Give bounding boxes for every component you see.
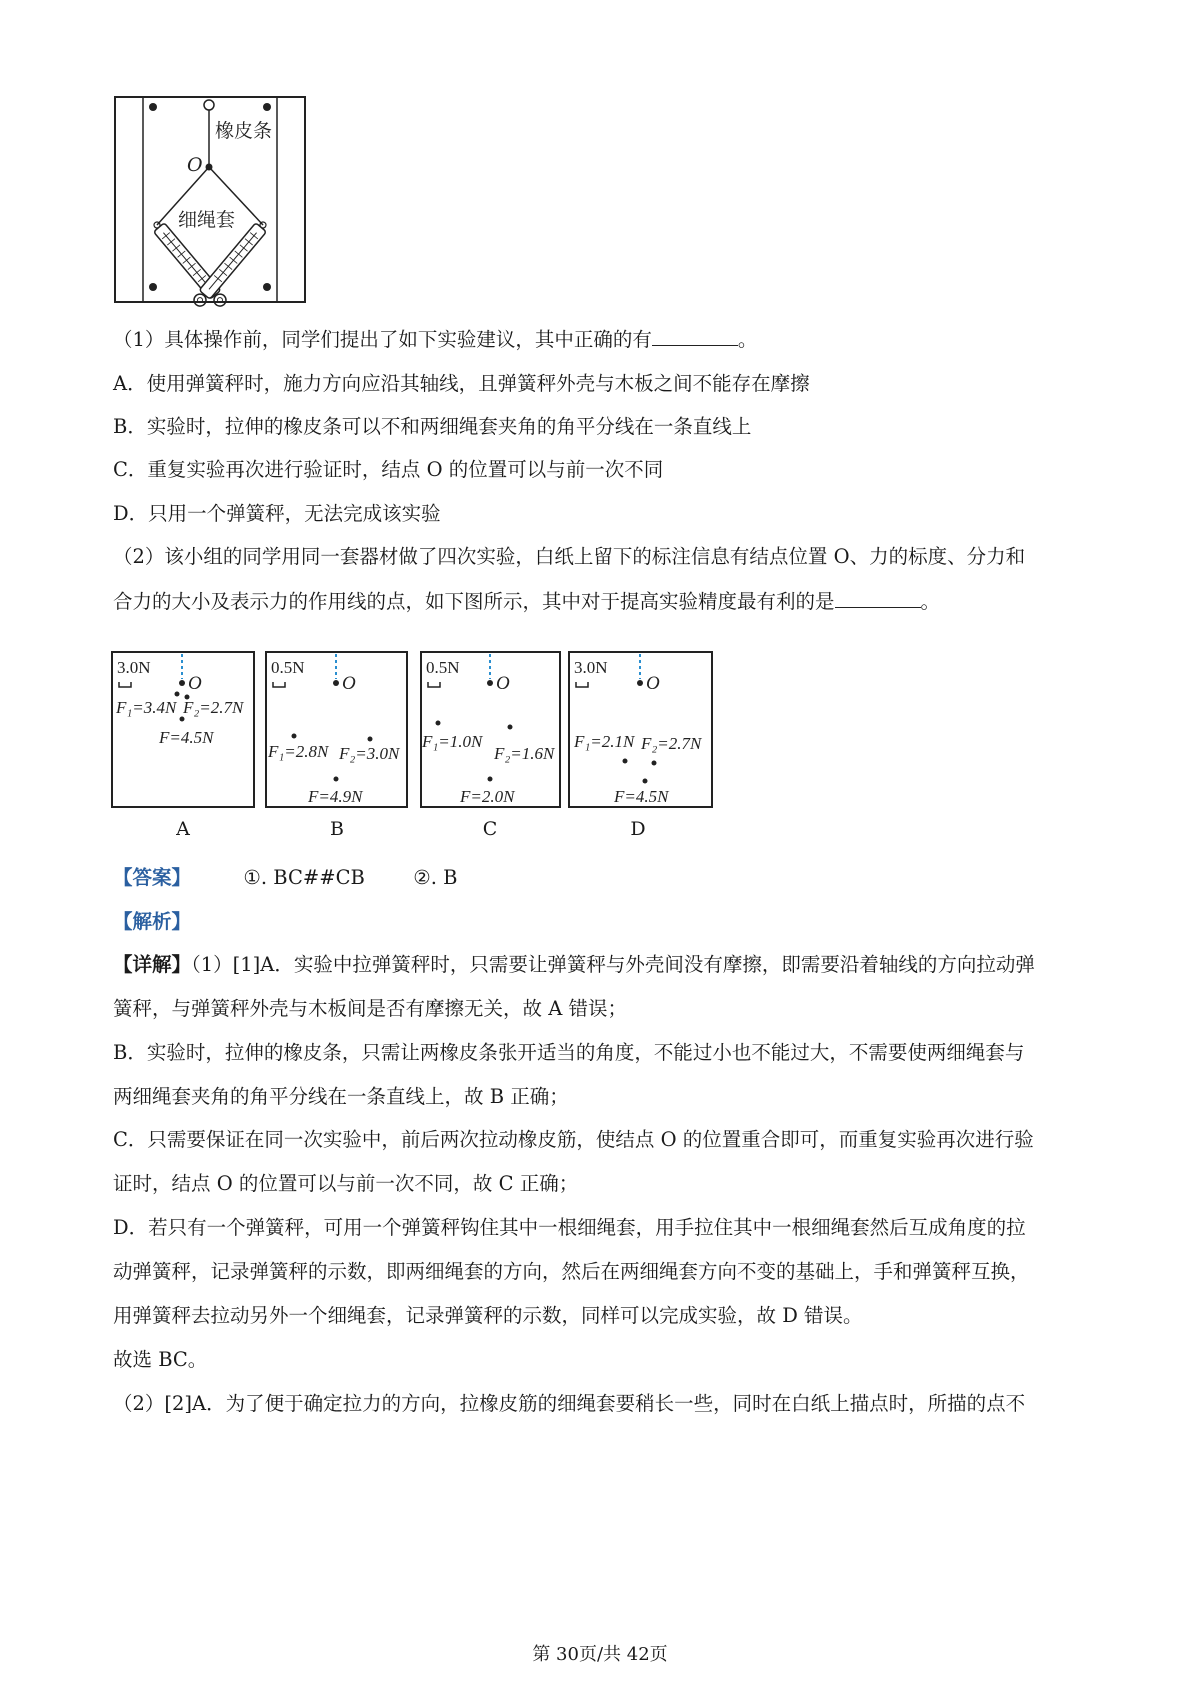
knot-o-label: O <box>496 673 510 694</box>
f2-label: F₂=1.6N <box>494 744 555 763</box>
panel-a-label: A <box>176 818 190 840</box>
f1-label: F₁=3.4N <box>116 698 177 717</box>
detail-line-3: B．实验时，拉伸的橡皮条，只需让两橡皮条张开适当的角度，不能过小也不能过大，不需要使两细绳套与 <box>113 1041 1025 1064</box>
f2-label: F₂=2.7N <box>183 698 244 717</box>
knot-o-label: O <box>188 673 202 694</box>
analysis-tag: 【解析】 <box>113 910 192 933</box>
answer-line <box>113 864 457 892</box>
f-label: F=2.0N <box>460 787 515 806</box>
f2-label: F₂=3.0N <box>339 744 400 763</box>
option-c: C．重复实验再次进行验证时，结点 O 的位置可以与前一次不同 <box>113 458 664 481</box>
f-label: F=4.5N <box>614 787 669 806</box>
f1-label: F₁=2.1N <box>574 732 635 751</box>
scale-label: 0.5N <box>271 658 305 677</box>
detail-tag: 【详解】 <box>113 953 192 976</box>
experiment-apparatus-figure <box>105 95 315 340</box>
f2-label: F₂=2.7N <box>641 734 702 753</box>
f-label: F=4.9N <box>308 787 363 806</box>
f-label: F=4.5N <box>159 728 214 747</box>
detail-line-4: 两细绳套夹角的角平分线在一条直线上，故 B 正确； <box>113 1085 569 1108</box>
detail-line-5: C．只需要保证在同一次实验中，前后两次拉动橡皮筋，使结点 O 的位置重合即可，而重复实验再次进行验 <box>113 1128 1034 1151</box>
answer-2: ②. B <box>413 866 458 889</box>
panel-b-label: B <box>330 818 344 840</box>
detail-line-6: 证时，结点 O 的位置可以与前一次不同，故 C 正确； <box>113 1172 579 1195</box>
detail-line-8: 动弹簧秤，记录弹簧秤的示数，即两细绳套的方向，然后在两细绳套方向不变的基础上，手和弹簧秤互换， <box>113 1260 1030 1283</box>
option-d: D．只用一个弹簧秤，无法完成该实验 <box>113 502 441 525</box>
question2-stem-line1: （2）该小组的同学用同一套器材做了四次实验，白纸上留下的标注信息有结点位置 O、力的标度、分力和 <box>113 545 1026 568</box>
scale-label: 3.0N <box>117 658 151 677</box>
panel-b <box>265 651 408 808</box>
detail-line-1: 【详解】（1）[1]A．实验中拉弹簧秤时，只需要让弹簧秤与外壳间没有摩擦，即需要沿着轴线的方向拉动弹 <box>113 953 1035 976</box>
option-b: B．实验时，拉伸的橡皮条可以不和两细绳套夹角的角平分线在一条直线上 <box>113 415 752 438</box>
panel-c-label: C <box>482 818 498 840</box>
answer-1: ①. BC##CB <box>243 866 365 889</box>
panel-d <box>568 651 713 808</box>
knot-o-label: O <box>342 673 356 694</box>
scale-label: 3.0N <box>574 658 608 677</box>
detail-line-2: 簧秤，与弹簧秤外壳与木板间是否有摩擦无关，故 A 错误； <box>113 997 627 1020</box>
answer-blank-1[interactable] <box>652 327 738 346</box>
knot-o-label: O <box>646 673 660 694</box>
detail-line-7: D．若只有一个弹簧秤，可用一个弹簧秤钩住其中一根细绳套，用手拉住其中一根细绳套然后互成角度的拉 <box>113 1216 1026 1239</box>
knot-label: O <box>187 154 203 176</box>
f1-label: F₁=2.8N <box>268 742 329 761</box>
question2-stem-line2: 合力的大小及表示力的作用线的点，如下图所示，其中对于提高实验精度最有利的是 。 <box>113 590 941 613</box>
panel-a <box>111 651 255 808</box>
panel-c <box>420 651 561 808</box>
rubber-band-label: 橡皮条 <box>215 120 273 142</box>
f1-label: F₁=1.0N <box>422 732 483 751</box>
option-a: A．使用弹簧秤时，施力方向应沿其轴线，且弹簧秤外壳与木板之间不能存在摩擦 <box>113 372 810 395</box>
panel-d-label: D <box>630 818 646 840</box>
answer-tag: 【答案】 <box>113 866 192 889</box>
detail-line-10: 故选 BC。 <box>113 1348 208 1371</box>
string-label: 细绳套 <box>178 209 236 231</box>
answer-blank-2[interactable] <box>835 589 921 608</box>
scale-label: 0.5N <box>426 658 460 677</box>
page-footer: 第 30页/共 42页 <box>532 1644 668 1665</box>
question1-stem: （1）具体操作前，同学们提出了如下实验建议，其中正确的有 。 <box>113 328 758 351</box>
detail-line-9: 用弹簧秤去拉动另外一个细绳套，记录弹簧秤的示数，同样可以完成实验，故 D 错误。 <box>113 1304 863 1327</box>
detail-line-11: （2）[2]A．为了便于确定拉力的方向，拉橡皮筋的细绳套要稍长一些，同时在白纸上描点时，所描的点不 <box>113 1392 1026 1415</box>
